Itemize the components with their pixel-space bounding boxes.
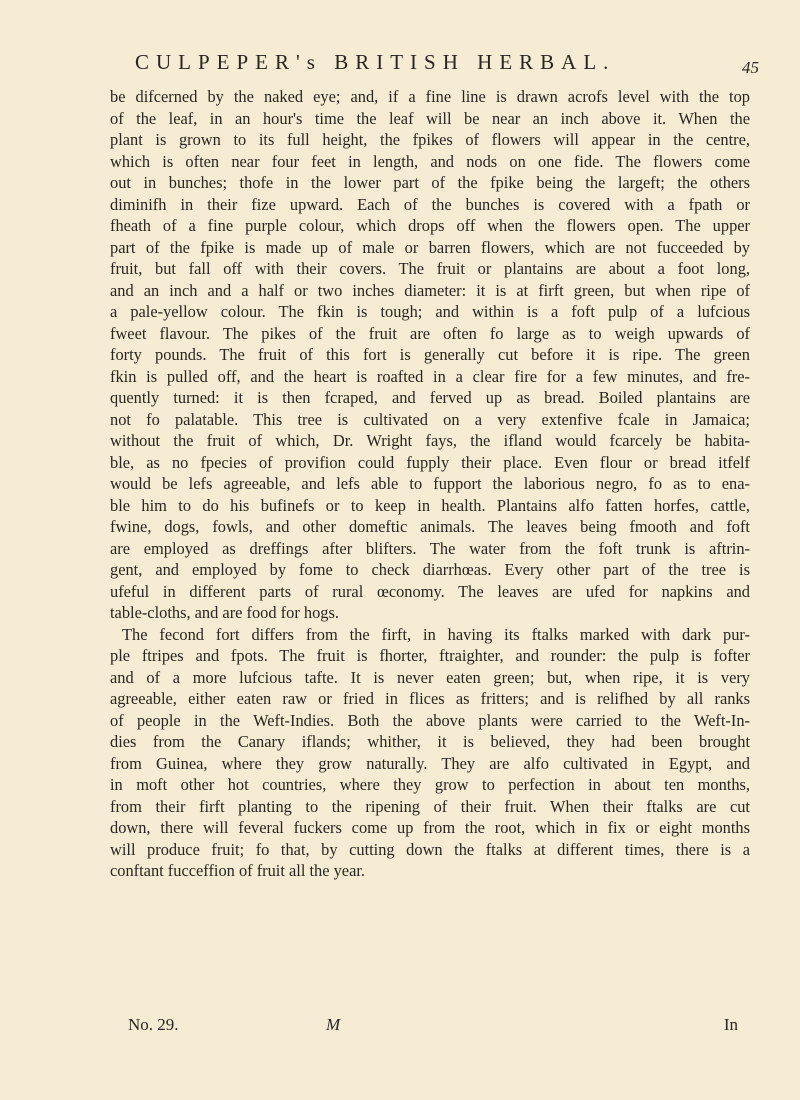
text-line: ple ftripes and fpots. The fruit is fhorter, ftraighter, and rounder: the pulp is fofter <box>110 646 750 665</box>
text-line: out in bunches; thofe in the lower part of the fpike being the largeft; the others <box>110 173 750 192</box>
text-line: would be lefs agreeable, and lefs able to fupport the laborious negro, fo as to ena- <box>110 474 750 493</box>
text-line: of people in the Weft-Indies. Both the above plants were carried to the Weft-In- <box>110 710 750 730</box>
text-line: fheath of a fine purple colour, which drops off when the flowers open. The upper <box>110 216 750 235</box>
text-line: in moft other hot countries, where they grow to perfection in about ten months, <box>110 775 750 794</box>
text-line: a pale-yellow colour. The fkin is tough; and within is a foft pulp of a lufcious <box>110 302 750 321</box>
signature-mark: M <box>326 1015 341 1034</box>
text-line: and of a more lufcious tafte. It is never eaten green; but, when ripe, it is very <box>110 667 750 687</box>
text-line: be difcerned by the naked eye; and, if a fine line is drawn acrofs level with the top <box>110 87 750 106</box>
text-line: from Guinea, where they grow naturally. They are alfo cultivated in Egypt, and <box>110 753 750 773</box>
text-line: gent, and employed by fome to check diarrhœas. Every other part of the tree is <box>110 560 750 579</box>
text-line: diminifh in their fize upward. Each of the bunches is covered with a fpath or <box>110 194 750 214</box>
body-text <box>110 86 750 882</box>
text-line: ufeful in different parts of rural œconomy. The leaves are ufed for napkins and <box>110 581 750 601</box>
text-line: down, there will feveral fuckers come up from the root, which in fix or eight months <box>110 818 750 837</box>
text-line: and an inch and a half or two inches diameter: it is at firft green, but when ripe of <box>110 280 750 300</box>
text-line: conftant fucceffion of fruit all the year. <box>110 861 366 880</box>
text-line: fwine, dogs, fowls, and other domeftic animals. The leaves being fmooth and foft <box>110 517 750 536</box>
text-line: without the fruit of which, Dr. Wright fays, the ifland would fcarcely be habita- <box>110 431 750 450</box>
text-line: quently turned: it is then fcraped, and ferved up as bread. Boiled plantains are <box>110 388 750 407</box>
text-line: fruit, but fall off with their covers. The fruit or plantains are about a foot long, <box>110 259 750 278</box>
text-line: not fo palatable. This tree is cultivated on a very extenfive fcale in Jamaica; <box>110 409 750 429</box>
text-line: part of the fpike is made up of male or barren flowers, which are not fucceeded by <box>110 237 750 257</box>
text-line: will produce fruit; fo that, by cutting down the ftalks at different times, there is a <box>110 839 750 859</box>
text-line: table-cloths, and are food for hogs. <box>110 603 339 622</box>
text-line: agreeable, either eaten raw or fried in flices as fritters; and is relifhed by all ranks <box>110 689 750 708</box>
text-line: The fecond fort differs from the firft, in having its ftalks marked with dark pur- <box>122 624 750 644</box>
text-line: dies from the Canary iflands; whither, it is believed, they had been brought <box>110 732 750 751</box>
text-line: ble him to do his bufinefs or to keep in health. Plantains alfo fatten horfes, cattle, <box>110 495 750 515</box>
text-line: fweet flavour. The pikes of the fruit are often fo large as to weigh upwards of <box>110 323 750 343</box>
catchword: In <box>723 1015 738 1034</box>
text-line: are employed as dreffings after blifters. The water from the foft trunk is aftrin- <box>110 538 750 558</box>
text-line: from their firft planting to the ripening of their fruit. When their ftalks are cut <box>110 796 750 816</box>
text-line: forty pounds. The fruit of this fort is generally cut before it is ripe. The green <box>110 345 750 364</box>
text-line: which is often near four feet in length, and nods on one fide. The flowers come <box>110 151 750 171</box>
page-number: 45 <box>742 58 759 77</box>
text-line: plant is grown to its full height, the fpikes of flowers will appear in the centre, <box>110 130 750 149</box>
issue-number: No. 29. <box>128 1015 179 1034</box>
text-line: fkin is pulled off, and the heart is roafted in a clear fire for a few minutes, and fre- <box>110 366 750 386</box>
text-line: ble, as no fpecies of provifion could fupply their place. Even flour or bread itfelf <box>110 452 750 472</box>
running-title: CULPEPER's BRITISH HERBAL. <box>135 50 616 74</box>
page-footer <box>128 1015 738 1039</box>
text-line: of the leaf, in an hour's time the leaf will be near an inch above it. When the <box>110 108 750 128</box>
